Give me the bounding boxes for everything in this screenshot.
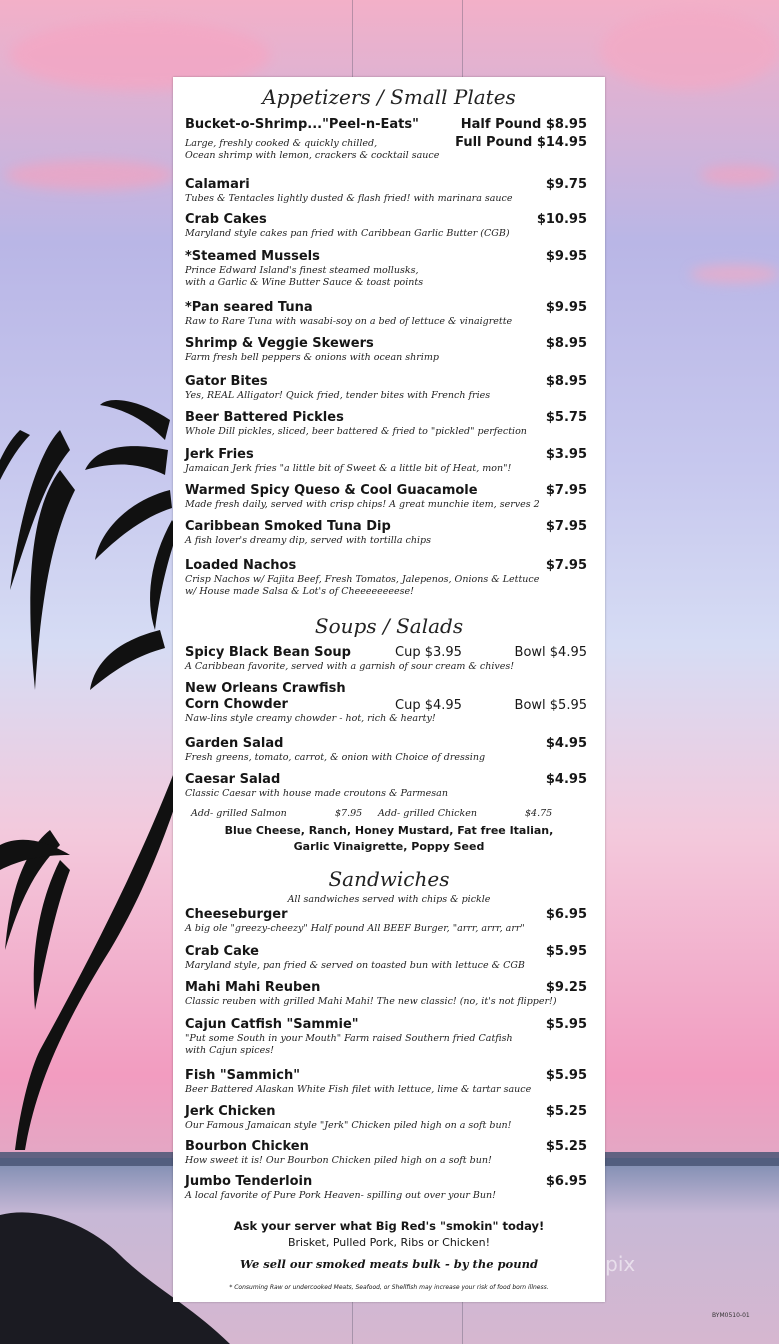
menu-item: [185, 681, 593, 725]
item-price: $10.95: [536, 212, 587, 227]
menu-item: [185, 336, 593, 364]
item-name: Jerk Chicken: [185, 1104, 276, 1119]
item-price: $9.25: [545, 980, 587, 995]
item-name: Loaded Nachos: [185, 558, 297, 573]
item-price: $9.75: [545, 177, 587, 192]
sandwiches-title: Sandwiches: [328, 867, 450, 891]
item-name: Bucket-o-Shrimp..."Peel-n-Eats": [185, 117, 419, 132]
item-price: $4.95: [545, 772, 587, 787]
item-desc: with a Garlic & Wine Butter Sauce & toast points: [185, 277, 424, 288]
item-desc: Prince Edward Island's finest steamed mollusks,: [185, 265, 419, 276]
item-desc: Whole Dill pickles, sliced, beer battered & fried to "pickled" perfection: [185, 426, 527, 437]
sandwiches-subtitle: All sandwiches served with chips & pickle: [287, 894, 491, 905]
item-desc: Made fresh daily, served with crisp chips! A great munchie item, serves 2: [185, 499, 540, 510]
item-name-2: Corn Chowder: [185, 697, 288, 712]
item-desc: A fish lover's dreamy dip, served with tortilla chips: [185, 535, 431, 546]
bowl-price: Bowl $4.95: [514, 645, 587, 660]
menu-item: [185, 736, 593, 764]
addon-salmon: Add- grilled Salmon: [191, 808, 287, 819]
item-desc: Maryland style, pan fried & served on toasted bun with lettuce & CGB: [185, 960, 525, 971]
item-price: $7.95: [545, 519, 587, 534]
item-desc: A Caribbean favorite, served with a garnish of sour cream & chives!: [185, 661, 515, 672]
item-price: $7.95: [545, 483, 587, 498]
ask-server-note: Ask your server what Big Red's "smokin" today!: [233, 1219, 545, 1233]
cloud: [690, 265, 779, 283]
menu-item: [185, 980, 593, 1008]
item-price: $5.25: [545, 1104, 587, 1119]
menu-item: [185, 645, 593, 673]
watermark: menupix: [548, 1252, 636, 1276]
item-desc: Beer Battered Alaskan White Fish filet with lettuce, lime & tartar sauce: [185, 1084, 532, 1095]
print-code: BYM0510-01: [712, 1312, 750, 1319]
menu-item: [185, 1174, 593, 1202]
item-desc: Naw-lins style creamy chowder - hot, rich & hearty!: [185, 713, 436, 724]
cloud: [700, 165, 779, 185]
item-name: Cheeseburger: [185, 907, 288, 922]
appetizers-title: Appetizers / Small Plates: [262, 85, 516, 109]
item-name: Warmed Spicy Queso & Cool Guacamole: [185, 483, 478, 498]
menu-item: [185, 483, 593, 511]
addon-chicken: Add- grilled Chicken: [378, 808, 477, 819]
soups-title: Soups / Salads: [314, 614, 464, 638]
menu-item: [185, 1104, 593, 1132]
item-name: Bourbon Chicken: [185, 1139, 309, 1154]
menu-item: [185, 1017, 593, 1057]
menu-item: [185, 447, 593, 475]
bulk-note: We sell our smoked meats bulk - by the pound: [239, 1257, 538, 1271]
item-desc: Tubes & Tentacles lightly dusted & flash fried! with marinara sauce: [185, 193, 513, 204]
menu-item: [185, 944, 593, 972]
item-price: $4.95: [545, 736, 587, 751]
bowl-price: Bowl $5.95: [514, 698, 587, 713]
smoked-meats-list: Brisket, Pulled Pork, Ribs or Chicken!: [287, 1236, 491, 1249]
item-name: Spicy Black Bean Soup: [185, 645, 351, 660]
menu-item: [185, 410, 593, 438]
item-price: $7.95: [545, 558, 587, 573]
item-name: Fish "Sammich": [185, 1068, 301, 1083]
item-name: Jumbo Tenderloin: [185, 1174, 313, 1189]
item-desc: Classic reuben with grilled Mahi Mahi! The new classic! (no, it's not flipper!): [185, 996, 557, 1007]
item-name: Mahi Mahi Reuben: [185, 980, 321, 995]
menu-item: [185, 1139, 593, 1167]
dressing-options: Garlic Vinaigrette, Poppy Seed: [293, 840, 485, 853]
item-name: Caribbean Smoked Tuna Dip: [185, 519, 391, 534]
item-name: Caesar Salad: [185, 772, 281, 787]
cup-price: Cup $4.95: [395, 698, 462, 713]
palm-tree-silhouette: [0, 390, 200, 1150]
item-price: $8.95: [545, 336, 587, 351]
menu-card: [173, 77, 605, 1302]
item-name: Shrimp & Veggie Skewers: [185, 336, 374, 351]
item-desc: Fresh greens, tomato, carrot, & onion with Choice of dressing: [185, 752, 486, 763]
item-desc: with Cajun spices!: [185, 1045, 274, 1056]
menu-item: [185, 519, 593, 547]
item-price: $6.95: [545, 1174, 587, 1189]
item-desc: Jamaican Jerk fries "a little bit of Sweet & a little bit of Heat, mon"!: [185, 463, 512, 474]
cloud: [5, 160, 175, 190]
item-price: $9.95: [545, 249, 587, 264]
item-name: New Orleans Crawfish: [185, 681, 346, 696]
addon-salmon-price: $7.95: [335, 808, 363, 819]
item-name: Beer Battered Pickles: [185, 410, 344, 425]
item-name: Gator Bites: [185, 374, 268, 389]
item-price: $5.95: [545, 1068, 587, 1083]
item-price: $5.95: [545, 1017, 587, 1032]
item-desc: Maryland style cakes pan fried with Caribbean Garlic Butter (CGB): [185, 228, 510, 239]
menu-item: [185, 772, 593, 800]
addon-chicken-price: $4.75: [525, 808, 553, 819]
item-price: $5.95: [545, 944, 587, 959]
item-price: $6.95: [545, 907, 587, 922]
cloud: [600, 10, 779, 90]
item-name: Calamari: [185, 177, 250, 192]
cup-price: Cup $3.95: [395, 645, 462, 660]
item-name: Cajun Catfish "Sammie": [185, 1017, 359, 1032]
disclaimer: * Consuming Raw or undercooked Meats, Seafood, or Shellfish may increase your risk of food born illness.: [229, 1284, 549, 1291]
item-price: $5.25: [545, 1139, 587, 1154]
item-name: Garden Salad: [185, 736, 284, 751]
menu-item: [185, 300, 593, 328]
menu-item: [185, 249, 593, 289]
dressing-options: Blue Cheese, Ranch, Honey Mustard, Fat free Italian,: [224, 824, 554, 837]
item-name: *Pan seared Tuna: [185, 300, 313, 315]
menu-item: [185, 117, 593, 162]
item-name: *Steamed Mussels: [185, 249, 320, 264]
item-name: Jerk Fries: [185, 447, 254, 462]
item-price-full: Full Pound $14.95: [455, 135, 587, 150]
item-desc: Classic Caesar with house made croutons & Parmesan: [185, 788, 448, 799]
item-price: $5.75: [545, 410, 587, 425]
item-desc: Yes, REAL Alligator! Quick fried, tender bites with French fries: [185, 390, 491, 401]
item-desc: A local favorite of Pure Pork Heaven- spilling out over your Bun!: [185, 1190, 496, 1201]
menu-item: [185, 374, 593, 402]
item-desc: w/ House made Salsa & Lot's of Cheeeeeeeese!: [185, 586, 414, 597]
menu-item: [185, 558, 593, 598]
item-name: Crab Cake: [185, 944, 259, 959]
item-desc: Crisp Nachos w/ Fajita Beef, Fresh Tomatos, Jalepenos, Onions & Lettuce: [185, 574, 540, 585]
item-name: Crab Cakes: [185, 212, 267, 227]
item-desc: "Put some South in your Mouth" Farm raised Southern fried Catfish: [185, 1033, 513, 1044]
item-price: $3.95: [545, 447, 587, 462]
item-desc: How sweet it is! Our Bourbon Chicken piled high on a soft bun!: [185, 1155, 492, 1166]
item-desc: Ocean shrimp with lemon, crackers & cocktail sauce: [185, 150, 440, 161]
item-desc: Our Famous Jamaican style "Jerk" Chicken piled high on a soft bun!: [185, 1120, 512, 1131]
item-desc: Raw to Rare Tuna with wasabi-soy on a bed of lettuce & vinaigrette: [185, 316, 513, 327]
menu-item: [185, 177, 593, 205]
item-desc: A big ole "greezy-cheezy" Half pound All BEEF Burger, "arrr, arrr, arr": [185, 923, 525, 934]
menu-item: [185, 1068, 593, 1096]
item-desc: Farm fresh bell peppers & onions with ocean shrimp: [185, 352, 439, 363]
item-price: Half Pound $8.95: [460, 117, 587, 132]
item-price: $8.95: [545, 374, 587, 389]
item-desc: Large, freshly cooked & quickly chilled,: [185, 138, 378, 149]
menu-item: [185, 907, 593, 935]
item-price: $9.95: [545, 300, 587, 315]
menu-item: [185, 212, 593, 240]
